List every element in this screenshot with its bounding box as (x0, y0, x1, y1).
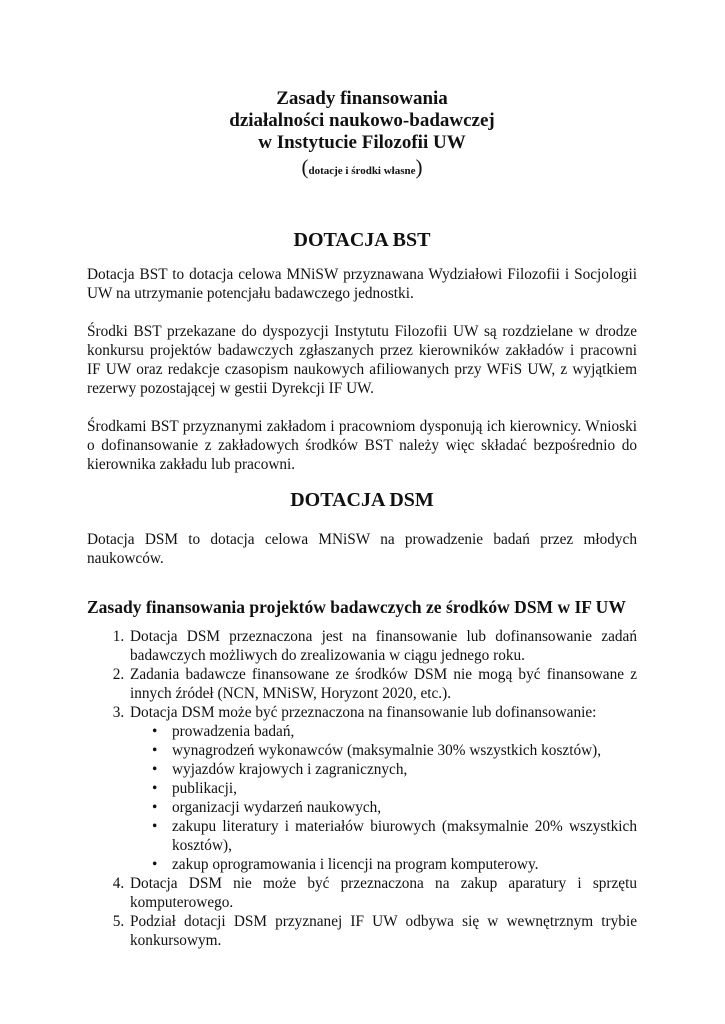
bullet-text: zakupu literatury i materiałów biurowych (maksymalnie 20% wszystkich kosztów), (172, 818, 637, 854)
list-item: 2. Zadania badawcze finansowane ze środków DSM nie mogą być finansowane z innych źródeł (NCN, MNiSW, Horyzont 2020, etc.). (128, 665, 637, 703)
document-title (87, 88, 637, 184)
bullet-item (152, 817, 637, 855)
bullet-icon: • (152, 723, 158, 740)
bullet-icon: • (152, 761, 158, 778)
dsm-subheading: Zasady finansowania projektów badawczych ze środków DSM w IF UW (87, 597, 626, 617)
dsm-rules (87, 627, 637, 950)
bullet-list (130, 722, 637, 874)
bullet-item (152, 779, 637, 798)
bullet-item (152, 741, 637, 760)
list-item: 5. Podział dotacji DSM przyznanej IF UW odbywa się w wewnętrznym trybie konkursowym. (128, 912, 637, 950)
paragraph: Dotacja DSM to dotacja celowa MNiSW na prowadzenie badań przez młodych naukowców. (87, 531, 637, 567)
dsm-paragraph (87, 530, 637, 568)
bullet-text: publikacji, (172, 780, 237, 797)
paragraph: Dotacja BST to dotacja celowa MNiSW przyznawana Wydziałowi Filozofii i Socjologii UW na utrzymanie potencjału badawczego jednostki. (87, 266, 637, 302)
title-line: Zasady finansowania (276, 88, 448, 109)
bullet-text: prowadzenia badań, (172, 723, 295, 740)
heading-dsm: DOTACJA DSM (290, 489, 434, 511)
bullet-icon: • (152, 856, 158, 873)
bst-section (87, 265, 637, 474)
bullet-icon: • (152, 780, 158, 797)
title-line: w Instytucie Filozofii UW (258, 132, 466, 153)
bullet-icon: • (152, 742, 158, 759)
bullet-text: organizacji wydarzeń naukowych, (172, 799, 382, 816)
bullet-text: wynagrodzeń wykonawców (maksymalnie 30% wszystkich kosztów), (172, 742, 602, 759)
list-item (128, 703, 637, 874)
bullet-item (152, 798, 637, 817)
numbered-list (87, 627, 637, 950)
bullet-icon: • (152, 799, 158, 816)
list-item: 1. Dotacja DSM przeznaczona jest na finansowanie lub dofinansowanie zadań badawczych możliwych do zrealizowania w ciągu jednego roku. (128, 627, 637, 665)
bullet-icon: • (152, 818, 158, 835)
heading-bst: DOTACJA BST (293, 229, 431, 251)
list-item-text: Dotacja DSM może być przeznaczona na finansowanie lub dofinansowanie: (130, 704, 597, 721)
paragraph: Środkami BST przyznanymi zakładom i pracowniom dysponują ich kierownicy. Wnioski o dofinansowanie z zakładowych środków BST należy więc składać bezpośrednio do kierownika zakładu lub pracowni. (87, 418, 637, 473)
title-line: działalności naukowo-badawczej (229, 110, 495, 131)
paragraph: Środki BST przekazane do dyspozycji Instytutu Filozofii UW są rozdzielane w drodze konkursu projektów badawczych zgłaszanych przez kierowników zakładów i pracowni IF UW oraz redakcje czasopism naukowych afiliowanych przy WFiS UW, z wyjątkiem rezerwy pozostającej w gestii Dyrekcji IF UW. (87, 323, 637, 397)
bullet-item (152, 722, 637, 741)
bullet-text: zakup oprogramowania i licencji na program komputerowy. (172, 856, 539, 873)
document-subtitle: (dotacje i środki własne) (301, 155, 423, 179)
subtitle-text: dotacje i środki własne (308, 165, 416, 177)
bullet-text: wyjazdów krajowych i zagranicznych, (172, 761, 408, 778)
bullet-item (152, 760, 637, 779)
bullet-item (152, 855, 637, 874)
list-item: 4. Dotacja DSM nie może być przeznaczona na zakup aparatury i sprzętu komputerowego. (128, 874, 637, 912)
